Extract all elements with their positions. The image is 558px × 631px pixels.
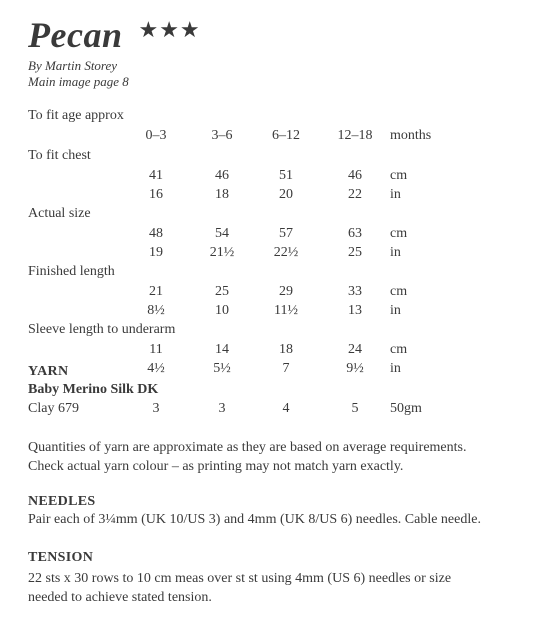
size-row xyxy=(28,302,528,320)
size-unit: months xyxy=(390,128,432,143)
size-cell: 18 xyxy=(215,187,229,202)
yarn-name: Baby Merino Silk DK xyxy=(28,382,159,397)
size-cell: 5½ xyxy=(213,361,231,376)
pattern-title: Pecan xyxy=(28,15,123,55)
size-section-label: To fit age approx xyxy=(28,108,124,123)
size-cell: 54 xyxy=(215,226,229,241)
main-image-reference: Main image page 8 xyxy=(28,74,129,89)
size-cell: 22 xyxy=(348,187,362,202)
size-cell: 12–18 xyxy=(337,128,373,143)
yarn-shade-label: Clay 679 xyxy=(28,401,79,416)
size-cell: 11½ xyxy=(274,303,298,318)
tension-line: 22 sts x 30 rows to 10 cm meas over st st using 4mm (US 6) needles or size xyxy=(28,571,452,586)
size-cell: 21½ xyxy=(209,245,235,260)
needles-heading: NEEDLES xyxy=(28,494,96,509)
size-cell: 25 xyxy=(215,284,229,299)
size-cell: 13 xyxy=(348,303,362,318)
size-unit: in xyxy=(390,187,401,202)
size-cell: 3–6 xyxy=(211,128,233,143)
yarn-note-line: Check actual yarn colour – as printing may not match yarn exactly. xyxy=(28,459,404,474)
size-cell: 21 xyxy=(149,284,163,299)
size-cell: 46 xyxy=(348,168,362,183)
size-unit: in xyxy=(390,361,401,376)
size-section-label: Actual size xyxy=(28,206,91,221)
size-row xyxy=(28,340,528,360)
size-cell: 41 xyxy=(149,168,163,183)
size-table xyxy=(28,106,528,378)
size-row xyxy=(28,186,528,204)
size-unit: in xyxy=(390,303,401,318)
tension-line: needed to achieve stated tension. xyxy=(28,590,212,605)
size-cell: 24 xyxy=(348,342,362,357)
yarn-heading: YARN xyxy=(28,364,69,379)
size-section-label: Finished length xyxy=(28,264,115,279)
size-unit: in xyxy=(390,245,401,260)
size-cell: 0–3 xyxy=(145,128,167,143)
size-cell: 11 xyxy=(149,342,163,357)
yarn-quantity: 5 xyxy=(351,401,359,416)
size-cell: 48 xyxy=(149,226,163,241)
size-row xyxy=(28,126,528,146)
yarn-note xyxy=(28,438,538,476)
size-cell: 6–12 xyxy=(272,128,300,143)
difficulty-stars-icon: ★★★ xyxy=(138,17,201,42)
size-cell: 10 xyxy=(215,303,229,318)
size-section-label: To fit chest xyxy=(28,148,91,163)
tension-text xyxy=(28,569,538,607)
size-cell: 22½ xyxy=(273,245,299,260)
size-cell: 29 xyxy=(279,284,293,299)
size-unit: cm xyxy=(390,284,408,299)
yarn-unit: 50gm xyxy=(390,401,422,416)
size-cell: 4½ xyxy=(147,361,165,376)
byline: By Martin Storey xyxy=(28,58,118,73)
yarn-quantity: 4 xyxy=(282,401,290,416)
size-cell: 20 xyxy=(279,187,293,202)
size-cell: 14 xyxy=(215,342,229,357)
size-row xyxy=(28,282,528,302)
yarn-note-line: Quantities of yarn are approximate as they are based on average requirements. xyxy=(28,440,467,455)
size-cell: 9½ xyxy=(346,361,364,376)
size-unit: cm xyxy=(390,168,408,183)
size-unit: cm xyxy=(390,226,408,241)
size-cell: 8½ xyxy=(147,303,165,318)
yarn-quantity: 3 xyxy=(152,401,160,416)
size-section-label: Sleeve length to underarm xyxy=(28,322,176,337)
size-cell: 19 xyxy=(149,245,163,260)
size-cell: 63 xyxy=(348,226,362,241)
size-cell: 18 xyxy=(279,342,293,357)
size-cell: 46 xyxy=(215,168,229,183)
size-cell: 25 xyxy=(348,245,362,260)
size-row xyxy=(28,244,528,262)
size-cell: 51 xyxy=(279,168,293,183)
size-cell: 57 xyxy=(279,226,293,241)
size-row xyxy=(28,166,528,186)
size-cell: 16 xyxy=(149,187,163,202)
size-row xyxy=(28,360,528,378)
tension-heading: TENSION xyxy=(28,550,94,565)
size-row xyxy=(28,224,528,244)
yarn-quantity: 3 xyxy=(218,401,226,416)
size-unit: cm xyxy=(390,342,408,357)
needles-text: Pair each of 3¼mm (UK 10/US 3) and 4mm (UK 8/US 6) needles. Cable needle. xyxy=(28,512,481,527)
yarn-shade-row xyxy=(28,400,528,418)
size-cell: 33 xyxy=(348,284,362,299)
title-row xyxy=(28,14,201,56)
size-cell: 7 xyxy=(282,361,290,376)
